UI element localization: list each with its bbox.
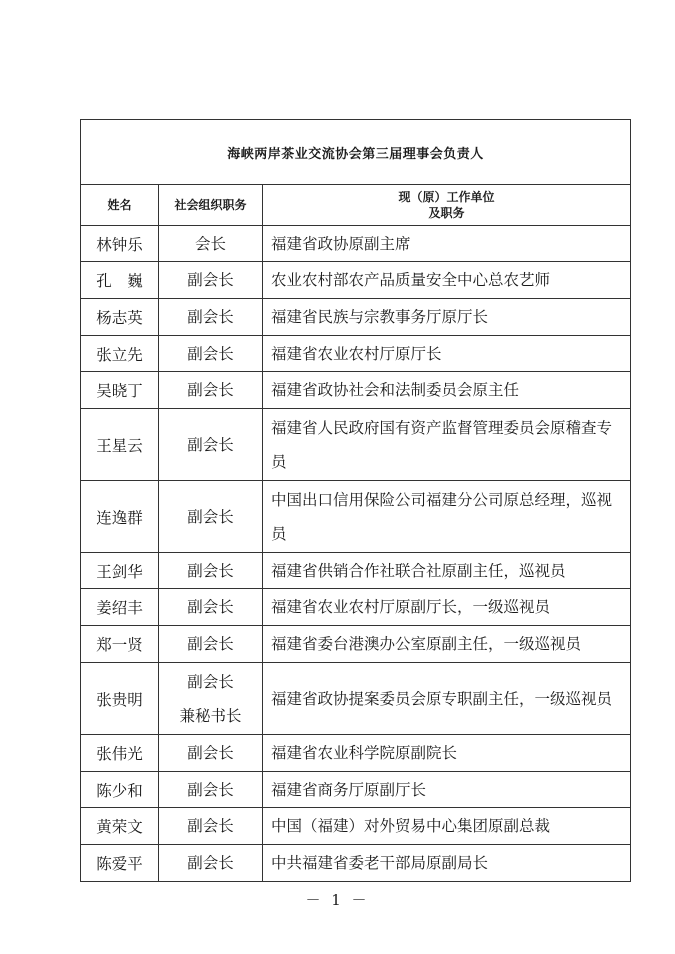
table-row bbox=[81, 553, 631, 589]
leadership-table bbox=[80, 119, 631, 882]
member-name: 林钟乐 bbox=[81, 226, 159, 262]
member-name: 连逸群 bbox=[81, 481, 159, 553]
member-position: 副会长 bbox=[159, 372, 263, 409]
member-name: 杨志英 bbox=[81, 299, 159, 336]
member-position: 副会长 bbox=[187, 672, 234, 691]
member-position: 副会长 bbox=[159, 299, 263, 336]
table-row bbox=[81, 299, 631, 336]
member-position: 会长 bbox=[159, 226, 263, 262]
table-row bbox=[81, 481, 631, 553]
member-unit: 福建省供销合作社联合社原副主任，巡视员 bbox=[263, 553, 631, 589]
member-position: 副会长 bbox=[159, 553, 263, 589]
member-position-secondary: 兼秘书长 bbox=[179, 706, 242, 725]
member-position: 副会长 bbox=[159, 481, 263, 553]
member-unit: 福建省委台港澳办公室原副主任，一级巡视员 bbox=[263, 626, 631, 663]
table-row bbox=[81, 589, 631, 626]
member-unit: 福建省政协提案委员会原专职副主任，一级巡视员 bbox=[263, 663, 631, 735]
member-unit: 福建省农业科学院原副院长 bbox=[263, 735, 631, 772]
member-name: 张立先 bbox=[81, 336, 159, 372]
table-row bbox=[81, 845, 631, 882]
member-position: 副会长 bbox=[159, 626, 263, 663]
member-unit: 中共福建省委老干部局原副局长 bbox=[263, 845, 631, 882]
member-name: 陈少和 bbox=[81, 772, 159, 808]
table-row bbox=[81, 772, 631, 808]
member-position: 副会长 bbox=[159, 589, 263, 626]
member-name: 张贵明 bbox=[81, 663, 159, 735]
member-unit: 福建省政协社会和法制委员会原主任 bbox=[263, 372, 631, 409]
member-unit: 福建省农业农村厅原副厅长，一级巡视员 bbox=[263, 589, 631, 626]
member-name: 姜绍丰 bbox=[81, 589, 159, 626]
member-unit: 福建省人民政府国有资产监督管理委员会原稽查专员 bbox=[263, 409, 631, 481]
table-row bbox=[81, 336, 631, 372]
member-name: 王剑华 bbox=[81, 553, 159, 589]
member-name: 吴晓丁 bbox=[81, 372, 159, 409]
member-name: 张伟光 bbox=[81, 735, 159, 772]
member-position: 副会长 bbox=[159, 336, 263, 372]
member-unit: 福建省商务厅原副厅长 bbox=[263, 772, 631, 808]
header-name: 姓名 bbox=[81, 185, 159, 226]
header-unit bbox=[263, 185, 631, 226]
member-unit: 农业农村部农产品质量安全中心总农艺师 bbox=[263, 262, 631, 299]
member-unit: 福建省政协原副主席 bbox=[263, 226, 631, 262]
member-unit: 中国出口信用保险公司福建分公司原总经理，巡视员 bbox=[263, 481, 631, 553]
member-position: 副会长 bbox=[159, 808, 263, 845]
table-row bbox=[81, 262, 631, 299]
member-name: 陈爱平 bbox=[81, 845, 159, 882]
member-position: 副会长 bbox=[159, 772, 263, 808]
member-position: 副会长 bbox=[159, 409, 263, 481]
header-unit-line1: 现（原）工作单位 bbox=[398, 190, 495, 204]
member-name: 孔 巍 bbox=[81, 262, 159, 299]
header-unit-line2: 及职务 bbox=[428, 206, 465, 220]
member-unit: 中国（福建）对外贸易中心集团原副总裁 bbox=[263, 808, 631, 845]
member-name: 郑一贤 bbox=[81, 626, 159, 663]
member-unit: 福建省民族与宗教事务厅原厅长 bbox=[263, 299, 631, 336]
table-row bbox=[81, 409, 631, 481]
member-name: 王星云 bbox=[81, 409, 159, 481]
table-row bbox=[81, 663, 631, 735]
table-row bbox=[81, 626, 631, 663]
member-position: 副会长 bbox=[159, 262, 263, 299]
table-row bbox=[81, 735, 631, 772]
member-position-cell bbox=[159, 663, 263, 735]
table-row bbox=[81, 808, 631, 845]
page-number: － 1 － bbox=[305, 891, 370, 909]
member-position: 副会长 bbox=[159, 845, 263, 882]
table-row bbox=[81, 372, 631, 409]
header-position: 社会组织职务 bbox=[159, 185, 263, 226]
table-row bbox=[81, 226, 631, 262]
table-title: 海峡两岸茶业交流协会第三届理事会负责人 bbox=[81, 120, 631, 185]
member-name: 黄荣文 bbox=[81, 808, 159, 845]
member-unit: 福建省农业农村厅原厅长 bbox=[263, 336, 631, 372]
member-position: 副会长 bbox=[159, 735, 263, 772]
